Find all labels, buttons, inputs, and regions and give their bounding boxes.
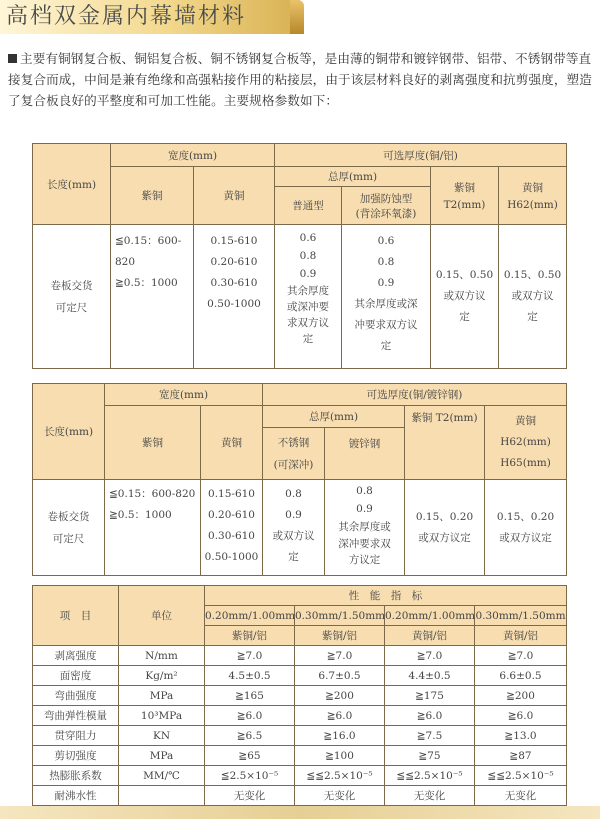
material-header: 紫铜/铝: [205, 626, 295, 646]
value-cell: ≧7.0: [295, 646, 385, 666]
stainless-header: [263, 428, 325, 480]
cell-value: 其余厚度或: [338, 521, 391, 533]
material-header: 黄铜/铝: [385, 626, 475, 646]
width-header: 宽度(mm): [105, 384, 263, 406]
cell-value: 0.30-610: [208, 530, 255, 542]
cell-value: 0.15、0.20: [415, 510, 474, 523]
cell-value: 0.6: [299, 232, 317, 244]
value-cell: ≧6.0: [385, 706, 475, 726]
intro-text: 主要有铜钢复合板、铜铝复合板、铜不锈钢复合板等，是由薄的铜带和镀锌钢带、铝带、不锈钢带等直接复合而成，中间是兼有绝缘和高强粘接作用的粘接层，由于该层材料良好的剥离强度和抗剪强度，塑造了复合板良好的平整度和可加工性能。主要规格参数如下：: [8, 51, 592, 108]
item-cell: 剥离强度: [33, 646, 119, 666]
t2-header-line2: T2(mm): [443, 199, 486, 211]
value-cell: ≧16.0: [295, 726, 385, 746]
cell-value: ≦0.15：600-820: [109, 488, 196, 500]
table-row: [33, 726, 567, 746]
h-header: [485, 406, 567, 480]
value-cell: ≧165: [205, 686, 295, 706]
cell-value: 定: [380, 340, 392, 352]
table-row: [33, 706, 567, 726]
cell-value: ≧0.5：1000: [109, 509, 172, 521]
material-header: 紫铜/铝: [295, 626, 385, 646]
cell-value: 0.15-610: [208, 488, 255, 500]
unit-cell: N/mm: [119, 646, 205, 666]
intro-paragraph: [8, 48, 594, 111]
cell-value: 0.6: [377, 235, 395, 247]
material-header: 黄铜/铝: [475, 626, 567, 646]
cell-value: 定: [527, 311, 538, 323]
galvanized-header: 镀锌钢: [325, 428, 405, 480]
cell-value: 或深冲要: [287, 301, 330, 313]
value-cell: ≦≦2.5×10⁻⁵: [385, 766, 475, 786]
item-header: 项 目: [33, 586, 119, 646]
value-cell: ≧13.0: [475, 726, 567, 746]
performance-header: 性 能 指 标: [205, 586, 567, 606]
unit-cell: MPa: [119, 686, 205, 706]
row-label-line2: 可定尺: [55, 301, 88, 314]
t2-values: [431, 225, 499, 369]
cell-value: 0.8: [299, 250, 317, 262]
h62-header-line2: H62(mm): [507, 199, 558, 211]
cell-value: ≦0.15：600-820: [115, 235, 182, 268]
value-cell: 无变化: [385, 786, 475, 806]
brass-header: 黄铜: [201, 406, 263, 480]
cell-value: 深冲要求双: [338, 538, 391, 550]
value-cell: ≧65: [205, 746, 295, 766]
value-cell: 4.4±0.5: [385, 666, 475, 686]
value-cell: ≧200: [295, 686, 385, 706]
item-cell: 热膨胀系数: [33, 766, 119, 786]
banner-accent-bar: [290, 0, 304, 34]
performance-table: [32, 585, 567, 806]
cell-value: 或双方议: [272, 530, 315, 542]
cell-value: 定: [288, 551, 299, 563]
spec-table-copper-aluminum: [32, 143, 567, 369]
cell-value: 定: [459, 311, 470, 323]
value-cell: ≧7.0: [205, 646, 295, 666]
corrosion-header-line1: 加强防蚀型: [359, 192, 413, 205]
t2-header: [431, 167, 499, 225]
item-cell: 贯穿阻力: [33, 726, 119, 746]
table-row: [33, 666, 567, 686]
value-cell: ≦≦2.5×10⁻⁵: [475, 766, 567, 786]
table-row: [33, 746, 567, 766]
value-cell: 无变化: [475, 786, 567, 806]
row-label-line1: 卷板交货: [50, 279, 93, 292]
cell-value: 0.9: [356, 503, 373, 515]
bottom-decoration: [0, 806, 600, 819]
value-cell: ≦≦2.5×10⁻⁵: [295, 766, 385, 786]
cell-value: 0.15-610: [210, 235, 258, 247]
t2-header-line1: 紫铜: [454, 182, 476, 194]
value-cell: 无变化: [205, 786, 295, 806]
table-row: [33, 686, 567, 706]
length-header: 长度(mm): [33, 384, 105, 480]
unit-cell: MPa: [119, 746, 205, 766]
width-header: 宽度(mm): [111, 144, 275, 167]
corrosion-thickness-values: [342, 225, 431, 369]
cell-value: 冲要求双方议: [354, 319, 418, 331]
spec-header: 0.30mm/1.50mm: [475, 606, 567, 626]
performance-body: [33, 646, 567, 806]
table-row: [33, 786, 567, 806]
row-label-line2: 可定尺: [52, 532, 85, 545]
purple-width-values: [111, 225, 194, 369]
purple-width-values: [105, 480, 201, 576]
purple-copper-header: 紫铜: [111, 167, 194, 225]
value-cell: 无变化: [295, 786, 385, 806]
value-cell: ≧6.0: [205, 706, 295, 726]
purple-copper-header: 紫铜: [105, 406, 201, 480]
value-cell: 6.6±0.5: [475, 666, 567, 686]
cell-value: 0.9: [285, 509, 302, 521]
cell-value: 0.30-610: [210, 277, 258, 289]
spec-table-copper-galvanized-steel: [32, 383, 567, 576]
value-cell: ≦2.5×10⁻⁵: [205, 766, 295, 786]
brass-header: 黄铜: [194, 167, 275, 225]
unit-cell: 10³MPa: [119, 706, 205, 726]
corrosion-header-line2: (背涂环氧漆): [355, 207, 417, 220]
h62-values: [499, 225, 567, 369]
brass-width-values: [194, 225, 275, 369]
item-cell: 面密度: [33, 666, 119, 686]
cell-value: 其余厚度: [287, 285, 330, 297]
cell-value: 0.9: [299, 268, 317, 280]
cell-value: 0.9: [377, 277, 395, 289]
cell-value: 或双方议: [443, 290, 486, 302]
normal-type-header: 普通型: [275, 187, 342, 225]
value-cell: ≧75: [385, 746, 475, 766]
total-thickness-header: 总厚(mm): [263, 406, 405, 428]
spec-header: 0.20mm/1.00mm: [205, 606, 295, 626]
cell-value: 0.15、0.50: [503, 269, 562, 281]
spec-header: 0.30mm/1.50mm: [295, 606, 385, 626]
normal-thickness-values: [275, 225, 342, 369]
value-cell: ≧6.0: [295, 706, 385, 726]
cell-value: 0.15、0.50: [435, 269, 494, 281]
table-row: [33, 646, 567, 666]
cell-value: 其余厚度或深: [354, 298, 418, 310]
value-cell: ≧6.5: [205, 726, 295, 746]
page-title: 高档双金属内幕墙材料: [6, 4, 247, 29]
stainless-header-line2: (可深冲): [273, 458, 314, 471]
item-cell: 耐沸水性: [33, 786, 119, 806]
unit-cell: KN: [119, 726, 205, 746]
cell-value: 0.8: [377, 256, 395, 268]
cell-value: 0.20-610: [210, 256, 258, 268]
length-header: 长度(mm): [33, 144, 111, 225]
brass-width-values: [201, 480, 263, 576]
item-cell: 弯曲强度: [33, 686, 119, 706]
cell-value: 或双方议定: [499, 531, 552, 544]
value-cell: ≧100: [295, 746, 385, 766]
item-cell: 剪切强度: [33, 746, 119, 766]
cell-value: 0.50-1000: [204, 551, 259, 563]
value-cell: 4.5±0.5: [205, 666, 295, 686]
unit-header: 单位: [119, 586, 205, 646]
thickness-header: 可选厚度(铜/镀锌钢): [263, 384, 567, 406]
cell-value: ≧0.5：1000: [115, 277, 178, 289]
row-label: [33, 225, 111, 369]
unit-cell: [119, 786, 205, 806]
stainless-thickness-values: [263, 480, 325, 576]
h-values: [485, 480, 567, 576]
cell-value: 定: [302, 333, 314, 345]
cell-value: 0.15、0.20: [496, 510, 555, 523]
cell-value: 方议定: [348, 554, 381, 566]
cell-value: 求双方议: [287, 317, 330, 329]
h62-header-line1: 黄铜: [522, 182, 544, 194]
item-cell: 弯曲弹性模量: [33, 706, 119, 726]
table-row: [33, 766, 567, 786]
value-cell: ≧175: [385, 686, 475, 706]
t2-header: 紫铜 T2(mm): [405, 406, 485, 480]
h62-header: [499, 167, 567, 225]
cell-value: 或双方议定: [418, 531, 471, 544]
row-label: [33, 480, 105, 576]
cell-value: 0.50-1000: [207, 298, 261, 310]
galvanized-thickness-values: [325, 480, 405, 576]
h-header-line3: H65(mm): [500, 457, 551, 469]
stainless-header-line1: 不锈钢: [277, 436, 310, 449]
value-cell: ≧87: [475, 746, 567, 766]
cell-value: 0.20-610: [208, 509, 255, 521]
square-bullet-icon: [8, 54, 17, 63]
cell-value: 0.8: [356, 485, 373, 497]
value-cell: ≧7.5: [385, 726, 475, 746]
row-label-line1: 卷板交货: [47, 510, 90, 523]
h-header-line1: 黄铜: [515, 415, 537, 427]
t2-values: [405, 480, 485, 576]
unit-cell: MM/℃: [119, 766, 205, 786]
h-header-line2: H62(mm): [500, 436, 551, 448]
value-cell: 6.7±0.5: [295, 666, 385, 686]
thickness-header: 可选厚度(铜/铝): [275, 144, 567, 167]
spec-header: 0.20mm/1.00mm: [385, 606, 475, 626]
cell-value: 0.8: [285, 488, 302, 500]
unit-cell: Kg/m²: [119, 666, 205, 686]
value-cell: ≧7.0: [475, 646, 567, 666]
value-cell: ≧7.0: [385, 646, 475, 666]
value-cell: ≧200: [475, 686, 567, 706]
corrosion-type-header: [342, 187, 431, 225]
cell-value: 或双方议: [511, 290, 554, 302]
total-thickness-header: 总厚(mm): [275, 167, 431, 187]
value-cell: ≧6.0: [475, 706, 567, 726]
